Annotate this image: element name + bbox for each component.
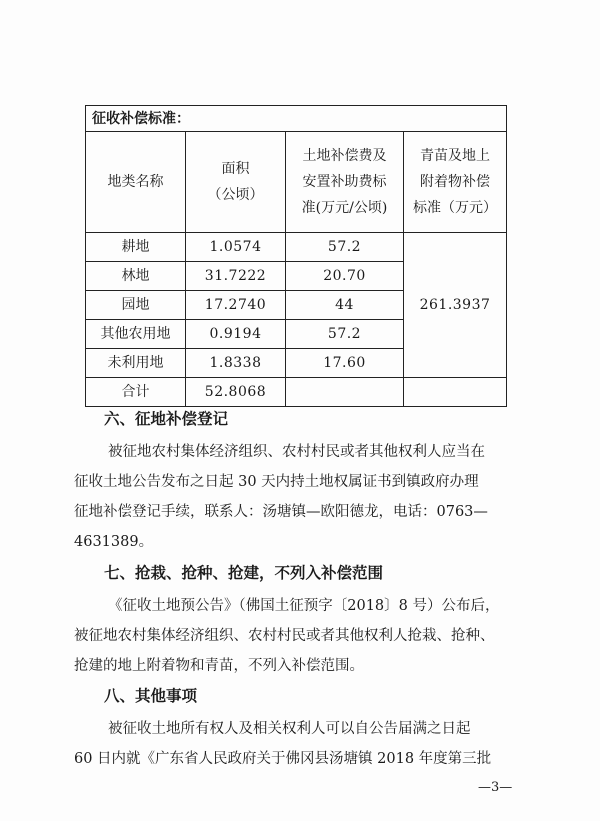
section8-heading: 八、其他事项 [104,687,198,705]
paragraph-line: 被征地农村集体经济组织、农村村民或者其他权利人应当在 [108,444,485,460]
area-cell: 0.9194 [186,320,286,349]
header-crop-compensation: 青苗及地上 附着物补偿 标准（万元） [404,132,507,233]
land-type-cell: 其他农用地 [86,320,186,349]
section6-heading: 六、征地补偿登记 [104,410,229,428]
empty-cell [404,378,507,407]
land-type-cell: 耕地 [86,233,186,262]
crop-compensation-cell: 261.3937 [404,233,507,378]
paragraph-line: 抢建的地上附着物和青苗，不列入补偿范围。 [74,658,364,674]
paragraph-line: 征地补偿登记手续，联系人：汤塘镇—欧阳德龙，电话：0763— [74,504,488,520]
area-cell: 17.2740 [186,291,286,320]
land-type-cell: 园地 [86,291,186,320]
paragraph-line: 被征地农村集体经济组织、农村村民或者其他权利人抢栽、抢种、 [74,628,495,644]
land-type-cell: 未利用地 [86,349,186,378]
rate-cell: 44 [286,291,404,320]
rate-cell: 57.2 [286,233,404,262]
paragraph-line: 被征收土地所有权人及相关权利人可以自公告届满之日起 [108,721,471,737]
section7-heading: 七、抢栽、抢种、抢建，不列入补偿范围 [104,564,384,582]
page-number: —3— [478,780,513,795]
total-area: 52.8068 [186,378,286,407]
area-cell: 1.0574 [186,233,286,262]
total-row [86,378,507,407]
header-land-compensation-rate: 土地补偿费及 安置补助费标 准(万元/公顷) [286,132,404,233]
paragraph-line: 60 日内就《广东省人民政府关于佛冈县汤塘镇 2018 年度第三批 [74,751,492,767]
table-row [86,233,507,262]
table-title: 征收补偿标准： [86,106,507,132]
header-land-type: 地类名称 [86,132,186,233]
compensation-table [85,105,507,407]
land-type-cell: 林地 [86,262,186,291]
paragraph-line: 征收土地公告发布之日起 30 天内持土地权属证书到镇政府办理 [74,474,479,490]
rate-cell: 17.60 [286,349,404,378]
empty-cell [286,378,404,407]
rate-cell: 57.2 [286,320,404,349]
header-area: 面积 （公顷） [186,132,286,233]
rate-cell: 20.70 [286,262,404,291]
area-cell: 1.8338 [186,349,286,378]
paragraph-line: 《征收土地预公告》（佛国土征预字〔2018〕8 号）公布后， [108,598,500,614]
total-label: 合计 [86,378,186,407]
paragraph-line: 4631389。 [74,534,154,550]
area-cell: 31.7222 [186,262,286,291]
